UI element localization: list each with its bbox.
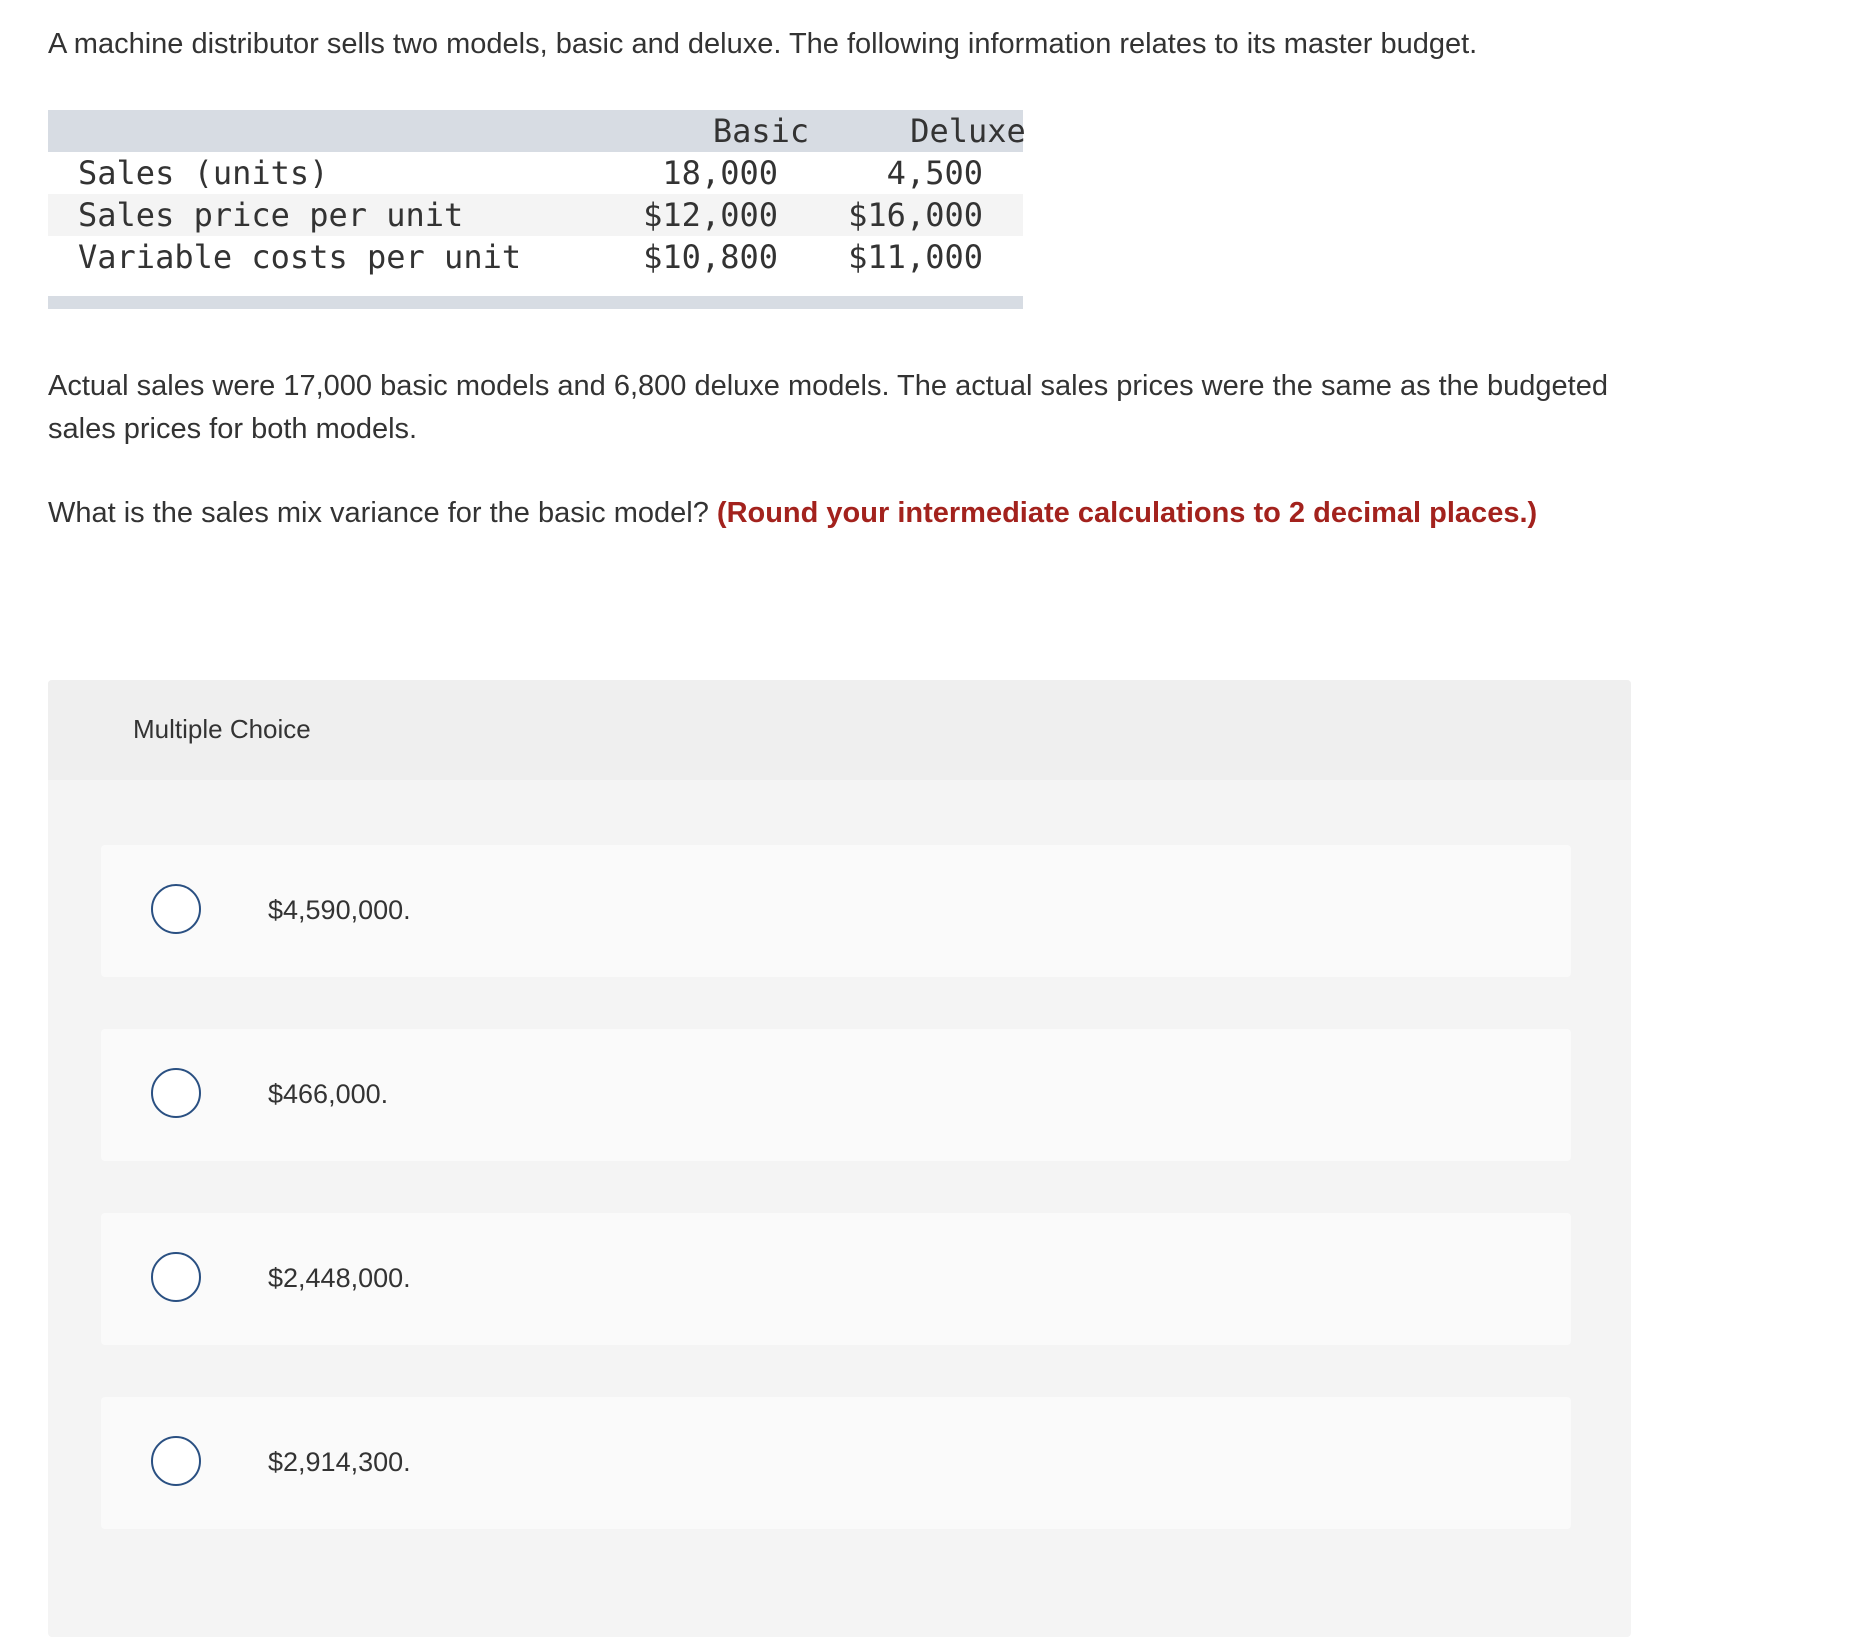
actual-sales-text: Actual sales were 17,000 basic models and 6,800 deluxe models. The actual sales prices were the same as the budgeted sales prices for both models.	[48, 370, 1608, 445]
table-row	[48, 194, 1023, 236]
table-row	[48, 236, 1023, 278]
column-header-basic: Basic	[712, 112, 810, 150]
answer-option[interactable]	[101, 1397, 1571, 1529]
multiple-choice-header	[48, 680, 1631, 780]
answer-option-label: $4,590,000.	[268, 895, 411, 925]
column-header-deluxe: Deluxe	[910, 112, 1026, 150]
budget-table-header	[48, 110, 1026, 152]
answer-option-label: $466,000.	[268, 1079, 389, 1109]
radio-button-icon[interactable]	[151, 1252, 201, 1302]
row-label: Variable costs per unit	[78, 238, 522, 276]
answer-option[interactable]	[101, 845, 1571, 977]
multiple-choice-panel	[48, 680, 1631, 1637]
budget-table	[48, 110, 1026, 310]
deluxe-value: $16,000	[848, 196, 983, 234]
deluxe-value: 4,500	[886, 154, 983, 192]
radio-button-icon[interactable]	[151, 884, 201, 934]
radio-button-icon[interactable]	[151, 1068, 201, 1118]
question-text: What is the sales mix variance for the basic model?	[48, 497, 709, 529]
radio-button-icon[interactable]	[151, 1436, 201, 1486]
basic-value: 18,000	[662, 154, 778, 192]
answer-option-label: $2,914,300.	[268, 1447, 411, 1477]
budget-table-footer	[48, 296, 1023, 309]
rounding-instruction: (Round your intermediate calculations to 2 decimal places.)	[716, 497, 1538, 529]
answer-option[interactable]	[101, 1213, 1571, 1345]
multiple-choice-title: Multiple Choice	[133, 714, 311, 744]
question-intro: A machine distributor sells two models, basic and deluxe. The following information relates to its master budget.	[48, 28, 1478, 60]
table-row	[48, 152, 1023, 194]
question-prompt	[48, 492, 1648, 535]
row-label: Sales (units)	[78, 154, 329, 192]
deluxe-value: $11,000	[848, 238, 983, 276]
basic-value: $12,000	[643, 196, 778, 234]
answer-option-label: $2,448,000.	[268, 1263, 411, 1293]
answer-option[interactable]	[101, 1029, 1571, 1161]
basic-value: $10,800	[643, 238, 778, 276]
row-label: Sales price per unit	[78, 196, 464, 234]
